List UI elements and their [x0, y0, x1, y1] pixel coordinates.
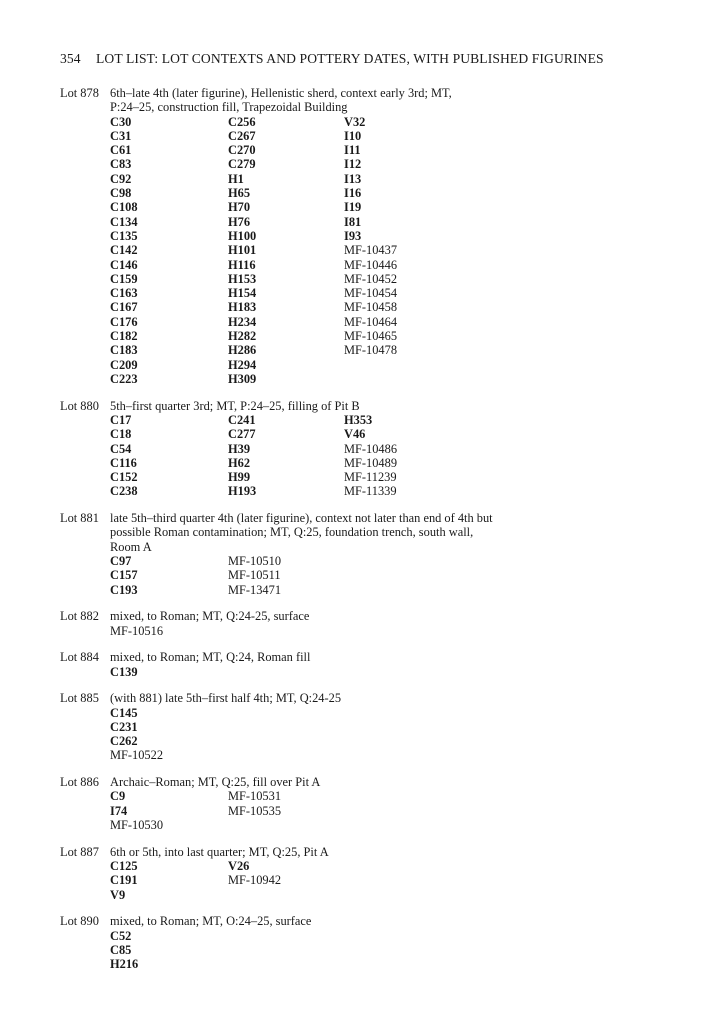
- object-number: C134: [110, 214, 138, 229]
- lot-entry: [60, 511, 660, 597]
- lot-label: Lot 880: [60, 398, 99, 413]
- object-number: I16: [344, 186, 362, 201]
- object-number: MF-10522: [110, 748, 164, 763]
- object-number: C31: [110, 128, 132, 143]
- object-number: H154: [228, 286, 257, 301]
- object-number: C163: [110, 286, 138, 301]
- object-number: C279: [228, 157, 256, 172]
- object-number: C61: [110, 143, 132, 158]
- object-number: MF-10516: [110, 623, 164, 638]
- lot-list: [60, 86, 660, 984]
- lot-body: [110, 691, 660, 762]
- object-column: [344, 413, 460, 499]
- object-number: C142: [110, 243, 138, 258]
- lot-body: [110, 511, 660, 597]
- object-number: C193: [110, 582, 138, 597]
- running-head: [60, 52, 620, 66]
- object-list: [110, 554, 660, 597]
- object-number: H62: [228, 455, 251, 470]
- object-number: C183: [110, 343, 138, 358]
- lot-description-line: Archaic–Roman; MT, Q:25, fill over Pit A: [110, 775, 321, 790]
- object-number: C97: [110, 553, 132, 568]
- page-title: LOT LIST: LOT CONTEXTS AND POTTERY DATES, WITH PUBLISHED FIGURINES: [96, 51, 604, 66]
- object-number: C231: [110, 719, 138, 734]
- object-number: MF-10531: [228, 789, 282, 804]
- object-column: [228, 413, 344, 499]
- object-number: C238: [110, 484, 138, 499]
- object-number: C267: [228, 128, 256, 143]
- lot-body: [110, 609, 660, 638]
- object-number: C157: [110, 568, 138, 583]
- object-number: MF-10530: [110, 818, 164, 832]
- object-number: H70: [228, 200, 251, 215]
- lot-entry: [60, 914, 660, 971]
- object-number: H76: [228, 214, 251, 229]
- object-number: C116: [110, 455, 137, 470]
- object-number: H286: [228, 343, 257, 358]
- object-number: MF-10510: [228, 553, 282, 568]
- object-number: H183: [228, 300, 257, 315]
- lot-description-line: 5th–first quarter 3rd; MT, P:24–25, filling of Pit B: [110, 398, 360, 413]
- object-number: C83: [110, 157, 132, 172]
- lot-entry: [60, 399, 660, 499]
- object-number: H39: [228, 441, 251, 456]
- object-list: [110, 115, 660, 387]
- object-list: [110, 859, 660, 902]
- lot-body: [110, 86, 660, 386]
- object-number: C241: [228, 412, 256, 427]
- object-number: MF-11239: [344, 470, 397, 485]
- object-number: H353: [344, 412, 373, 427]
- object-number: MF-10535: [228, 803, 282, 818]
- object-number: H216: [110, 957, 139, 972]
- lot-label: Lot 886: [60, 775, 99, 790]
- lot-label: Lot 878: [60, 86, 99, 100]
- object-number: MF-11339: [344, 484, 397, 499]
- object-number: H101: [228, 243, 257, 258]
- lot-label: Lot 881: [60, 511, 99, 526]
- object-number: C176: [110, 314, 138, 329]
- object-number: I12: [344, 157, 362, 172]
- object-list: [110, 624, 660, 638]
- lot-entry: [60, 691, 660, 762]
- object-number: C135: [110, 228, 138, 243]
- object-list: [110, 706, 660, 763]
- lot-label: Lot 882: [60, 609, 99, 624]
- object-list: [110, 665, 660, 679]
- object-number: I74: [110, 803, 128, 818]
- lot-description-line: mixed, to Roman; MT, Q:24-25, surface: [110, 609, 310, 624]
- object-number: V46: [344, 427, 366, 442]
- lot-label: Lot 885: [60, 691, 99, 706]
- object-column: [110, 624, 228, 638]
- object-number: C209: [110, 357, 138, 372]
- object-column: [228, 789, 344, 832]
- object-column: [228, 859, 344, 902]
- object-number: C152: [110, 470, 138, 485]
- object-column: [110, 929, 228, 972]
- object-number: C85: [110, 942, 132, 957]
- object-number: C223: [110, 371, 138, 386]
- object-number: V32: [344, 114, 366, 129]
- object-number: C270: [228, 143, 256, 158]
- object-column: [110, 665, 228, 679]
- lot-description-line: (with 881) late 5th–first half 4th; MT, Q:24-25: [110, 691, 342, 706]
- object-number: H1: [228, 171, 244, 186]
- object-number: H193: [228, 484, 257, 499]
- object-number: H116: [228, 257, 256, 272]
- lot-entry: [60, 86, 660, 386]
- object-number: H65: [228, 186, 251, 201]
- object-number: H99: [228, 470, 251, 485]
- object-number: I81: [344, 214, 362, 229]
- object-number: C145: [110, 705, 138, 720]
- object-number: H234: [228, 314, 257, 329]
- lot-label: Lot 884: [60, 650, 99, 665]
- object-column: [110, 789, 228, 832]
- object-number: MF-10489: [344, 455, 398, 470]
- object-number: I19: [344, 200, 362, 215]
- lot-label: Lot 887: [60, 844, 99, 859]
- object-number: C98: [110, 186, 132, 201]
- object-number: I93: [344, 228, 362, 243]
- object-column: [110, 859, 228, 902]
- lot-entry: [60, 775, 660, 832]
- object-number: MF-10446: [344, 257, 398, 272]
- object-number: C182: [110, 329, 138, 344]
- object-number: C256: [228, 114, 256, 129]
- object-number: MF-10942: [228, 873, 282, 888]
- object-list: [110, 929, 660, 972]
- lot-entry: [60, 845, 660, 902]
- object-number: C92: [110, 171, 132, 186]
- lot-description-line: P:24–25, construction fill, Trapezoidal Building: [110, 100, 348, 115]
- lot-description-line: 6th or 5th, into last quarter; MT, Q:25, Pit A: [110, 844, 329, 859]
- object-number: C9: [110, 789, 126, 804]
- object-column: [228, 115, 344, 387]
- object-number: H153: [228, 271, 257, 286]
- lot-description-line: mixed, to Roman; MT, Q:24, Roman fill: [110, 650, 311, 665]
- lot-body: [110, 775, 660, 832]
- object-number: I10: [344, 128, 362, 143]
- object-number: I13: [344, 171, 362, 186]
- object-number: MF-10465: [344, 329, 398, 344]
- object-column: [110, 115, 228, 387]
- object-column: [228, 554, 344, 597]
- object-number: C262: [110, 734, 138, 749]
- lot-body: [110, 845, 660, 902]
- object-number: C146: [110, 257, 138, 272]
- object-number: C167: [110, 300, 138, 315]
- object-number: V26: [228, 858, 250, 873]
- object-number: C54: [110, 441, 132, 456]
- object-number: C125: [110, 858, 138, 873]
- object-number: C18: [110, 427, 132, 442]
- lot-description-line: late 5th–third quarter 4th (later figurine), context not later than end of 4th but: [110, 511, 493, 526]
- object-number: MF-10458: [344, 300, 398, 315]
- object-list: [110, 413, 660, 499]
- lot-entry: [60, 650, 660, 679]
- object-number: H294: [228, 357, 257, 372]
- object-number: MF-10486: [344, 441, 398, 456]
- object-number: MF-13471: [228, 582, 282, 597]
- lot-entry: [60, 609, 660, 638]
- object-column: [110, 413, 228, 499]
- object-number: H282: [228, 329, 257, 344]
- object-column: [110, 706, 228, 763]
- lot-description-line: 6th–late 4th (later figurine), Hellenistic sherd, context early 3rd; MT,: [110, 86, 452, 100]
- object-column: [344, 115, 460, 387]
- object-list: [110, 789, 660, 832]
- lot-description-line: mixed, to Roman; MT, O:24–25, surface: [110, 914, 312, 929]
- lot-label: Lot 890: [60, 914, 99, 929]
- object-number: MF-10437: [344, 243, 398, 258]
- object-number: C17: [110, 412, 132, 427]
- lot-body: [110, 399, 660, 499]
- lot-description-line: Room A: [110, 539, 152, 554]
- object-number: MF-10478: [344, 343, 398, 358]
- object-number: C191: [110, 873, 138, 888]
- object-number: MF-10464: [344, 314, 398, 329]
- page-number: 354: [60, 51, 81, 66]
- object-number: MF-10454: [344, 286, 398, 301]
- object-number: MF-10511: [228, 568, 281, 583]
- object-number: C159: [110, 271, 138, 286]
- object-number: H100: [228, 228, 257, 243]
- lot-body: [110, 650, 660, 679]
- lot-description-line: possible Roman contamination; MT, Q:25, foundation trench, south wall,: [110, 525, 474, 540]
- object-number: C30: [110, 114, 132, 129]
- object-number: C108: [110, 200, 138, 215]
- lot-body: [110, 914, 660, 971]
- object-number: C277: [228, 427, 256, 442]
- object-number: MF-10452: [344, 271, 398, 286]
- object-number: V9: [110, 887, 126, 902]
- object-number: I11: [344, 143, 361, 158]
- object-number: H309: [228, 371, 257, 386]
- object-number: C52: [110, 928, 132, 943]
- object-number: C139: [110, 664, 138, 679]
- object-column: [110, 554, 228, 597]
